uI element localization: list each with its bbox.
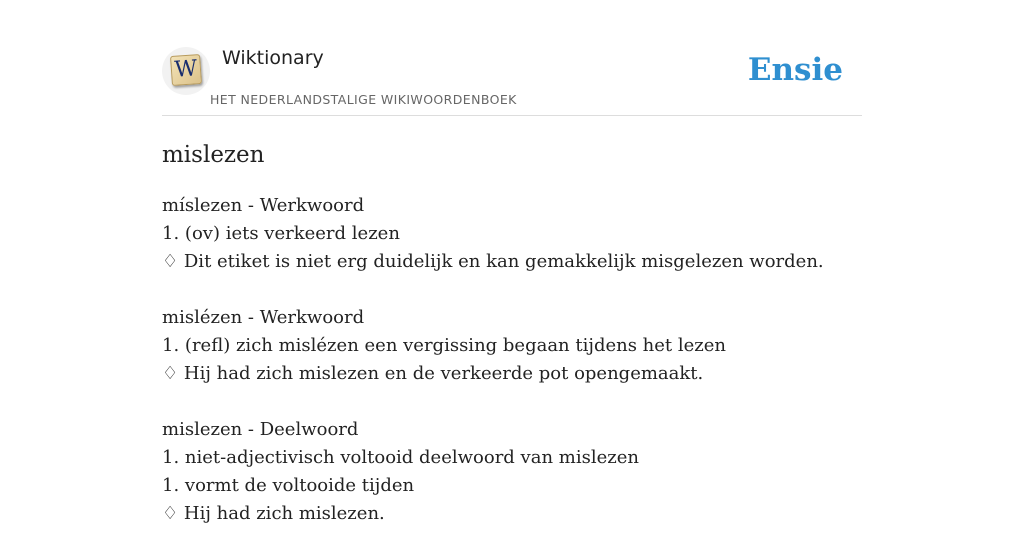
site-subtitle: HET NEDERLANDSTALIGE WIKIWOORDENBOEK	[210, 92, 517, 107]
definition-number: 1.	[162, 223, 180, 244]
page-container	[162, 0, 862, 524]
entry	[162, 192, 862, 276]
entry	[162, 416, 862, 528]
definition-text: vormt de voltooide tijden	[184, 475, 415, 496]
definition-number: 1.	[162, 475, 180, 496]
site-title[interactable]: Wiktionary	[222, 47, 324, 69]
example-line	[162, 360, 862, 388]
ensie-brand-logo[interactable]: Ensie	[747, 52, 843, 88]
example-text: Dit etiket is niet erg duidelijk en kan gemakkelijk misgelezen worden.	[183, 251, 824, 272]
entry-headword: mislezen - Deelwoord	[162, 419, 359, 440]
example-text: Hij had zich mislezen en de verkeerde pot opengemaakt.	[183, 363, 704, 384]
definition-text: (ov) iets verkeerd lezen	[184, 223, 400, 244]
definition-line	[162, 444, 862, 472]
example-marker-icon: ♢	[162, 503, 179, 524]
example-marker-icon: ♢	[162, 251, 179, 272]
example-line	[162, 500, 862, 528]
entries-content	[162, 192, 862, 556]
definition-number: 1.	[162, 335, 180, 356]
wiktionary-logo-icon[interactable]	[162, 47, 210, 95]
example-marker-icon: ♢	[162, 363, 179, 384]
definition-text: niet-adjectivisch voltooid deelwoord van mislezen	[184, 447, 639, 468]
logo-tile	[170, 54, 202, 86]
definition-text: (refl) zich mislézen een vergissing begaan tijdens het lezen	[184, 335, 727, 356]
definition-number: 1.	[162, 447, 180, 468]
site-header	[162, 0, 862, 116]
page-title: mislezen	[162, 142, 265, 168]
logo-letter: W	[173, 56, 199, 83]
entry	[162, 304, 862, 388]
definition-line	[162, 220, 862, 248]
example-text: Hij had zich mislezen.	[183, 503, 385, 524]
definition-line	[162, 472, 862, 500]
entry-headword: míslezen - Werkwoord	[162, 195, 365, 216]
entry-headword: mislézen - Werkwoord	[162, 307, 365, 328]
definition-line	[162, 332, 862, 360]
example-line	[162, 248, 862, 276]
